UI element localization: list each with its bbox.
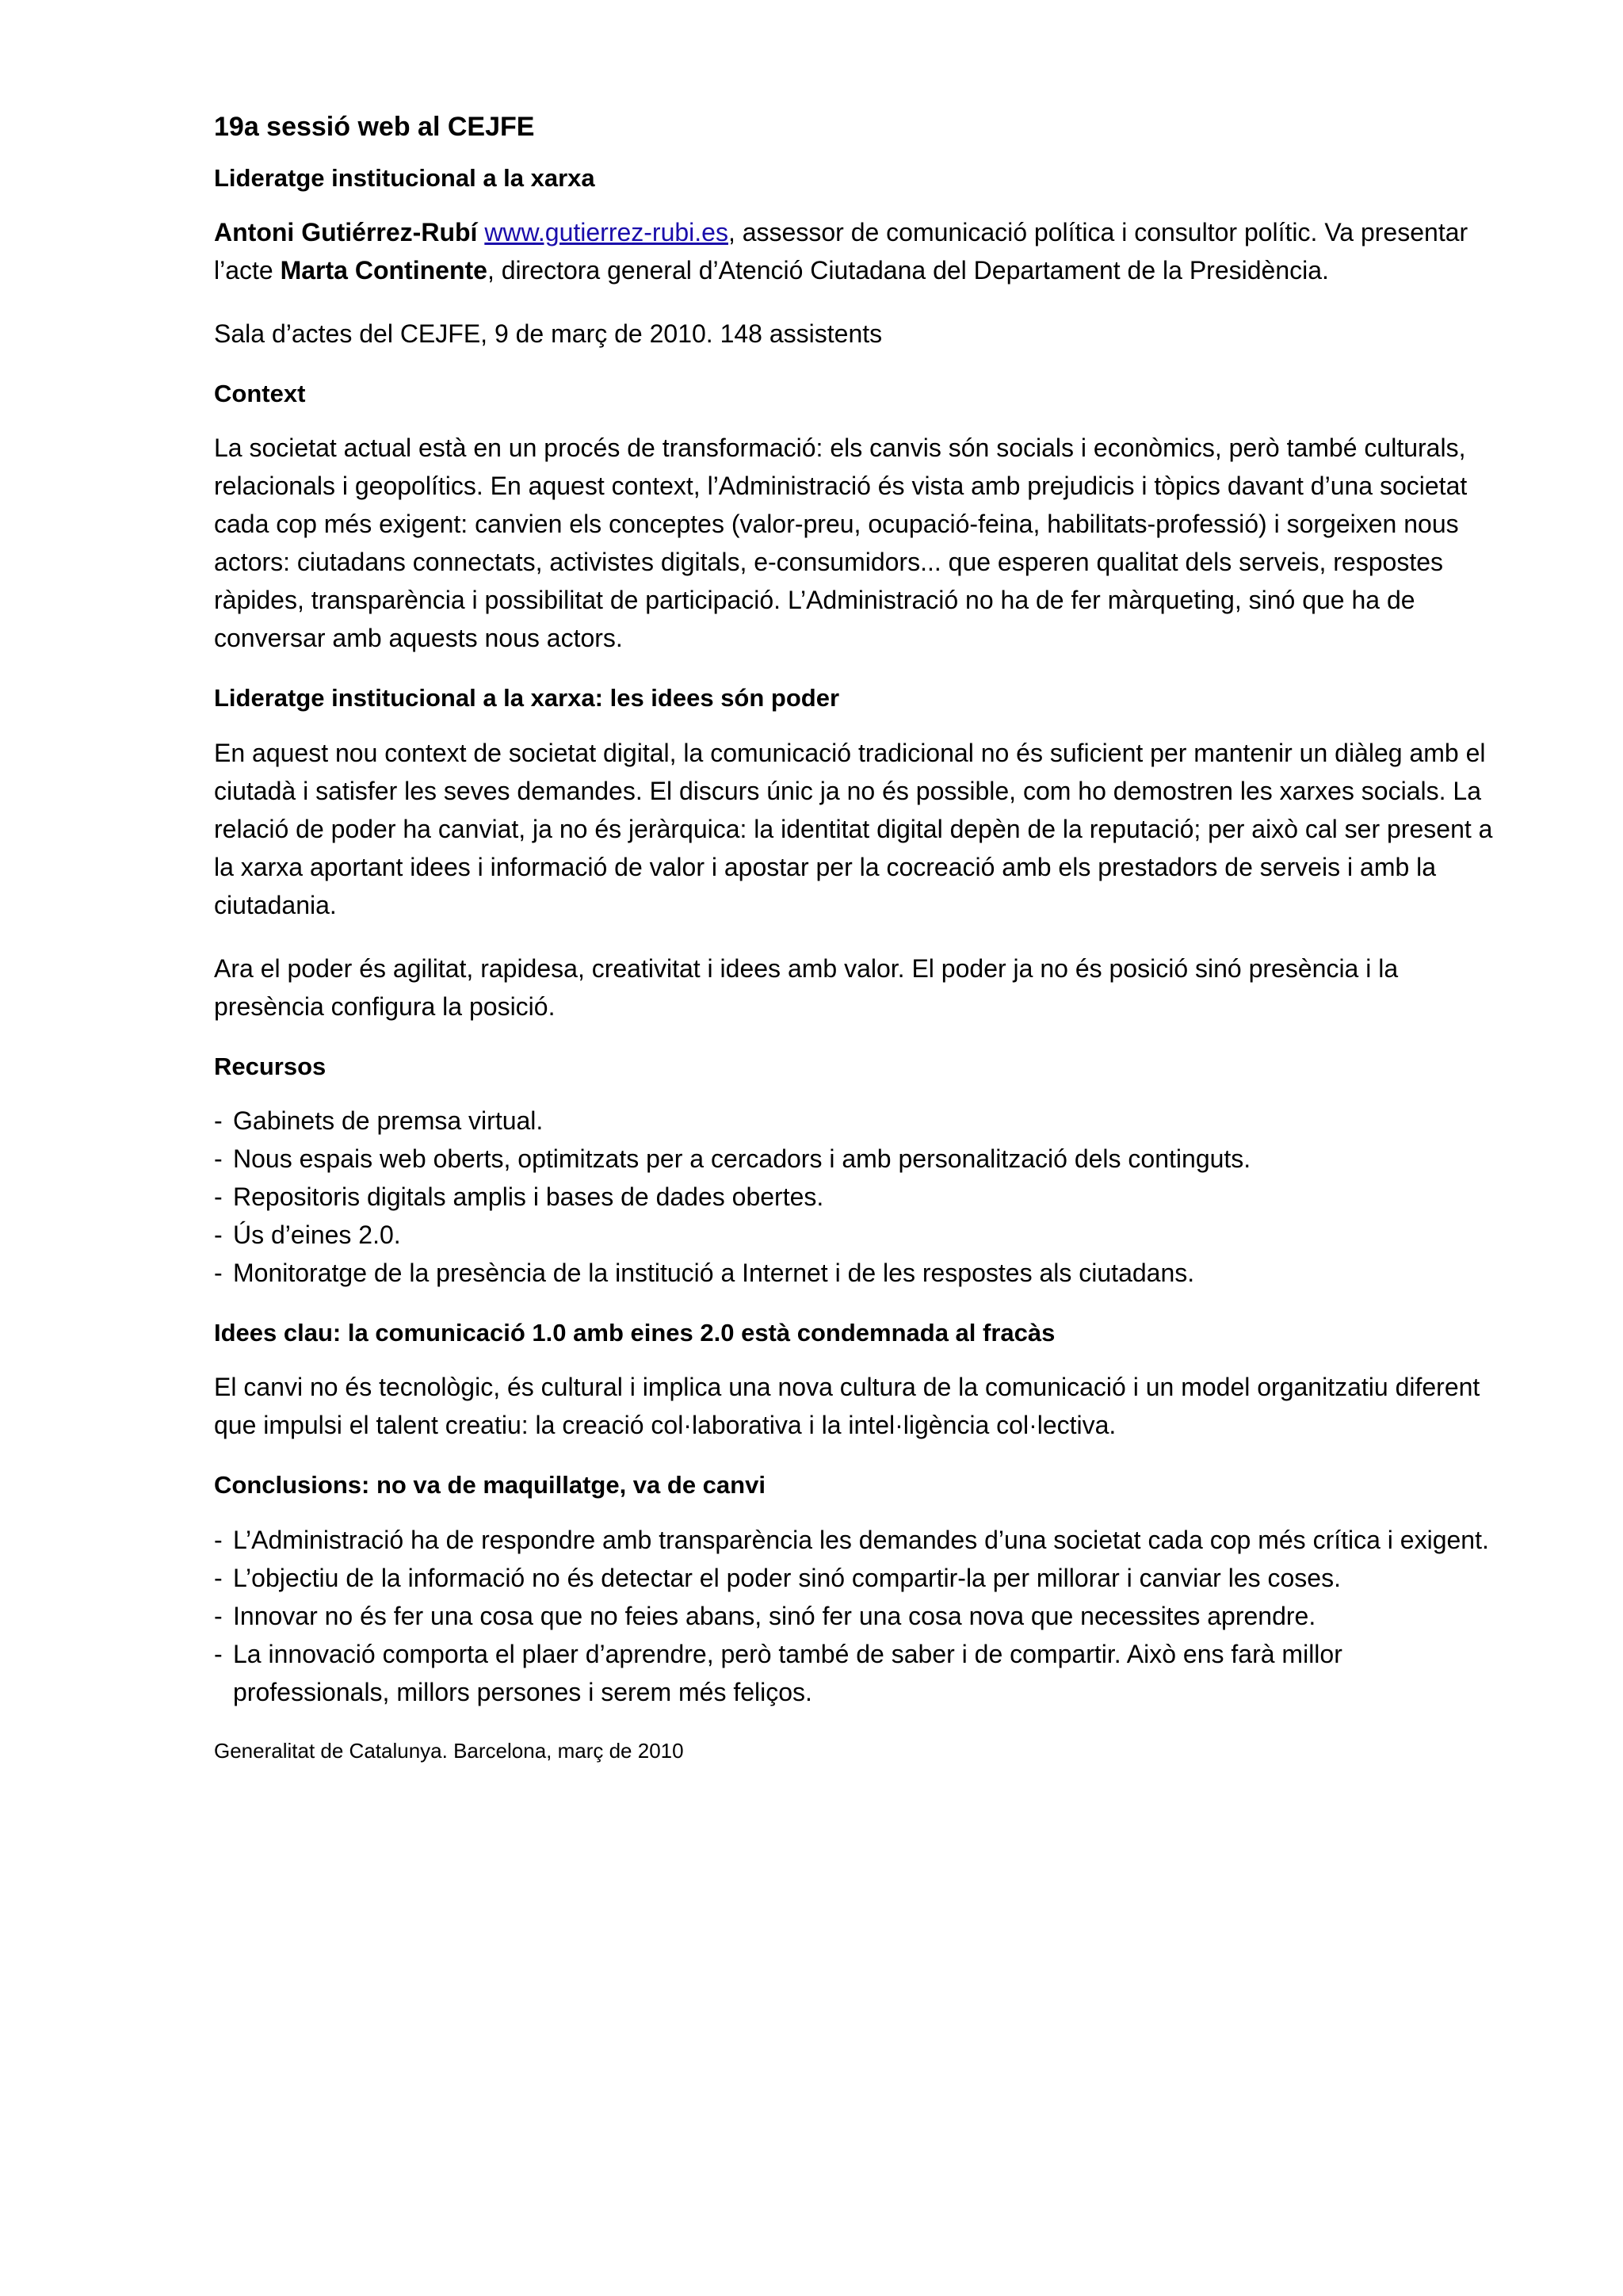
list-item: - L’Administració ha de respondre amb transparència les demandes d’una societat cada cop més crítica i exigent. — [214, 1521, 1498, 1559]
lideratge-paragraph-2: Ara el poder és agilitat, rapidesa, creativitat i idees amb valor. El poder ja no és posició sinó presència i la presència configura la posició. — [214, 953, 1399, 1021]
document-footer: Generalitat de Catalunya. Barcelona, març de 2010 — [214, 1738, 684, 1763]
section-heading-idees: Idees clau: la comunicació 1.0 amb eines 2.0 està condemnada al fracàs — [214, 1318, 1056, 1347]
list-item: - Innovar no és fer una cosa que no feies abans, sinó fer una cosa nova que necessites aprendre. — [214, 1597, 1498, 1635]
section-heading-lideratge: Lideratge institucional a la xarxa: les idees són poder — [214, 684, 840, 712]
intro-text-1: , assessor de comunicació política i consultor polític. Va presentar l’acte — [214, 218, 1468, 285]
list-item: - L’objectiu de la informació no és detectar el poder sinó compartir-la per millorar i canviar les coses. — [214, 1559, 1498, 1597]
idees-paragraph: El canvi no és tecnològic, és cultural i implica una nova cultura de la comunicació i un model organitzatiu diferent que impulsi el talent creatiu: la creació col·laborativa i la intel·ligència col·lectiva. — [214, 1373, 1480, 1440]
speaker-website-link[interactable]: www.gutierrez-rubi.es — [484, 218, 728, 247]
document-page — [214, 111, 1498, 1765]
section-heading-context: Context — [214, 380, 306, 408]
intro-paragraph — [214, 213, 1498, 289]
list-item: - Ús d’eines 2.0. — [214, 1216, 1498, 1254]
context-paragraph: La societat actual està en un procés de transformació: els canvis són socials i econòmics, però també culturals, relacionals i geopolítics. En aquest context, l’Administració és vista amb prejudicis i tòpics davant d’una societat cada cop més exigent: canvien els conceptes (valor-preu, ocupació-feina, habilitats-professió) i sorgeixen nous actors: ciutadans connectats, activistes digitals, e-consumidors... que esperen qualitat dels serveis, respostes ràpides, transparència i possibilitat de participació. L’Administració no ha de fer màrqueting, sinó que ha de conversar amb aquests nous actors. — [214, 434, 1468, 653]
list-item: - Repositoris digitals amplis i bases de dades obertes. — [214, 1178, 1498, 1216]
document-title: 19a sessió web al CEJFE — [214, 112, 535, 142]
intro-text-2: , directora general d’Atenció Ciutadana del Departament de la Presidència. — [487, 256, 1329, 285]
list-item: - La innovació comporta el plaer d’aprendre, però també de saber i de compartir. Això ens farà millor professionals, millors persones i serem més feliços. — [214, 1635, 1498, 1711]
recursos-list — [214, 1102, 1498, 1292]
lideratge-paragraph-1: En aquest nou context de societat digital, la comunicació tradicional no és suficient per mantenir un diàleg amb el ciutadà i satisfer les seves demandes. El discurs únic ja no és possible, com ho demostren les xarxes socials. La relació de poder ha canviat, ja no és jeràrquica: la identitat digital depèn de la reputació; per això cal ser present a la xarxa aportant idees i informació de valor i apostar per la cocreació amb els prestadors de serveis i amb la ciutadania. — [214, 738, 1493, 919]
list-item: - Monitoratge de la presència de la institució a Internet i de les respostes als ciutadans. — [214, 1254, 1498, 1292]
section-heading-conclusions: Conclusions: no va de maquillatge, va de canvi — [214, 1471, 766, 1499]
list-item: - Nous espais web oberts, optimitzats per a cercadors i amb personalització dels continguts. — [214, 1140, 1498, 1178]
presenter-name: Marta Continente — [280, 256, 487, 285]
venue-line: Sala d’actes del CEJFE, 9 de març de 2010. 148 assistents — [214, 319, 883, 349]
section-heading-recursos: Recursos — [214, 1052, 327, 1080]
list-item: - Gabinets de premsa virtual. — [214, 1102, 1498, 1140]
conclusions-list — [214, 1521, 1498, 1711]
document-subtitle: Lideratge institucional a la xarxa — [214, 163, 595, 192]
speaker-name: Antoni Gutiérrez-Rubí — [214, 218, 478, 247]
